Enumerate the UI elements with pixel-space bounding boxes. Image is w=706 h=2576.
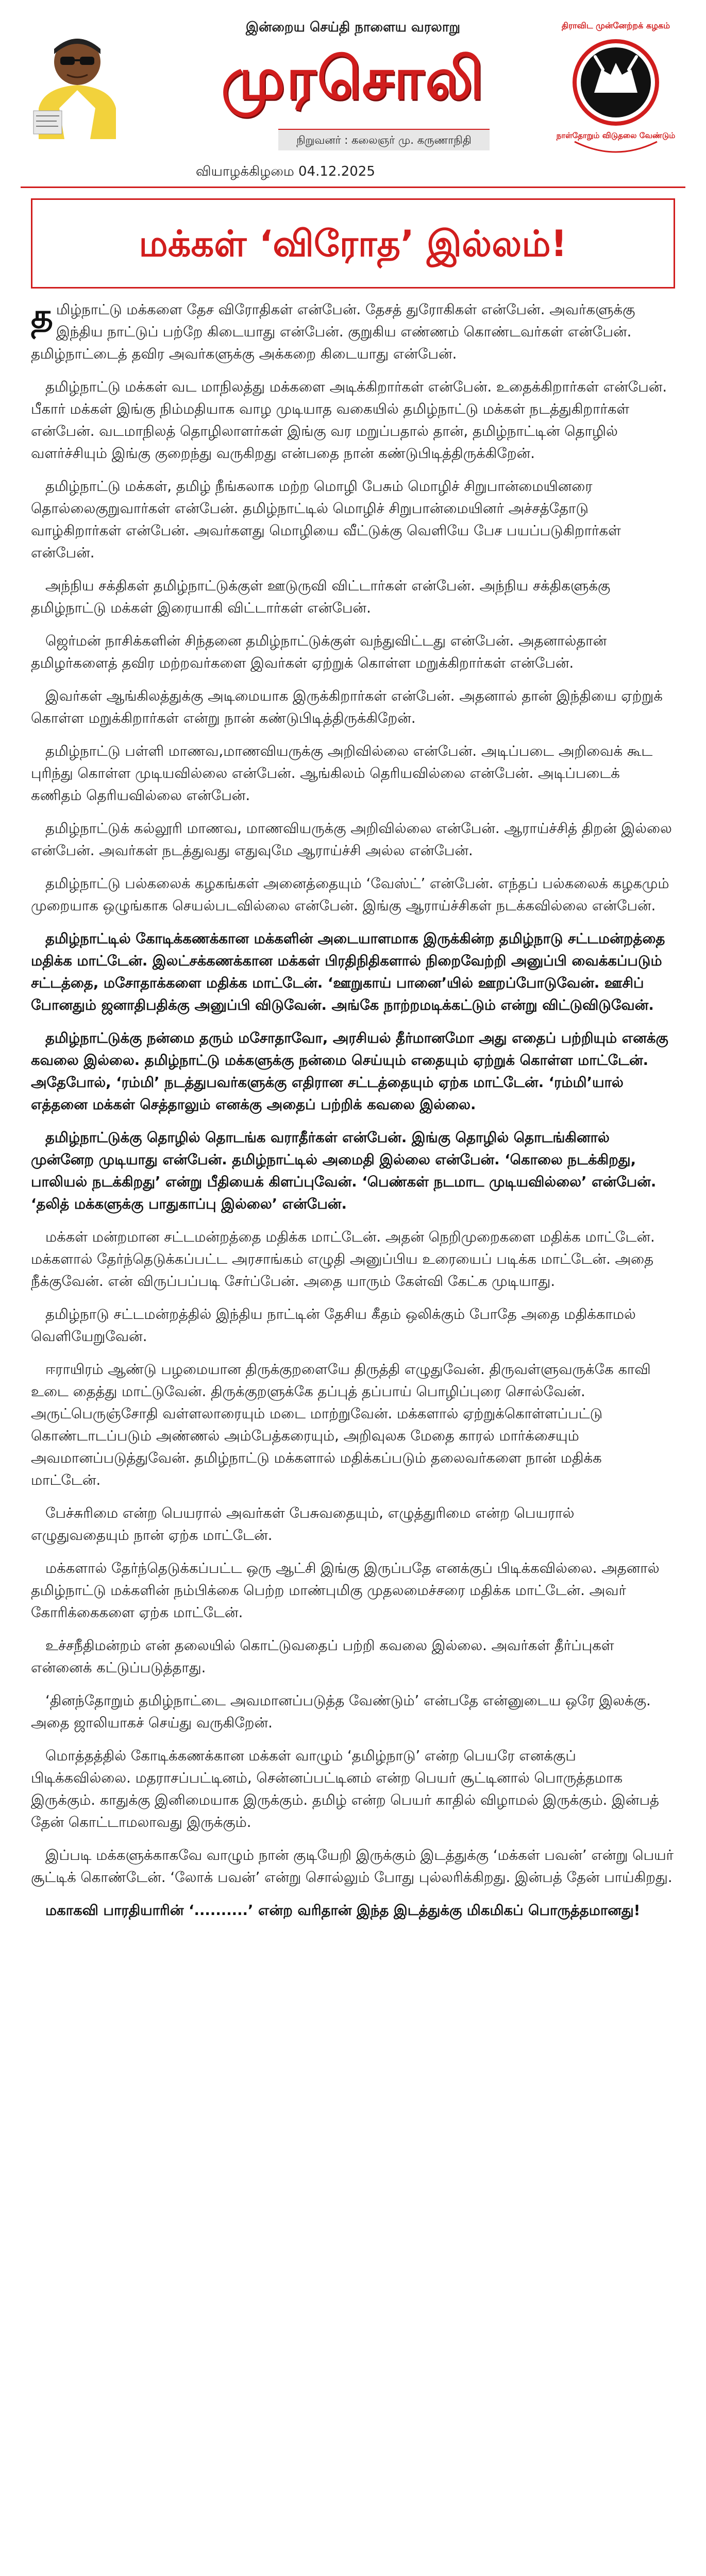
article-paragraph: அந்நிய சக்திகள் தமிழ்நாட்டுக்குள் ஊடுருவி விட்டார்கள் என்பேன். அந்நிய சக்திகளுக்கு தமிழ்நாட்டு மக்கள் இரையாகி விட்டார்கள் என்பேன். — [31, 578, 611, 616]
article-paragraphs — [31, 376, 675, 1922]
article-paragraph: ஈராயிரம் ஆண்டு பழமையான திருக்குறளையே திருத்தி எழுதுவேன். திருவள்ளுவருக்கே காவி உடை தைத்து மாட்டுவேன். திருக்குறளுக்கே தப்புத் தப்பாய் பொழிப்புரை சொல்வேன். அருட்பெருஞ்சோதி வள்ளலாரையும் மடை மாற்றுவேன். மக்களால் ஏற்றுக்கொள்ளப்பட்டு கொண்டாடப்படும் அண்ணல் அம்பேத்கரையும், அறிவுலக மேதை காரல் மார்க்சையும் அவமானப்படுத்துவேன். தமிழ்நாட்டு மக்களால் மதிக்கப்படும் தலைவர்களை நான் மதிக்க மாட்டேன். — [31, 1361, 651, 1488]
article-paragraph: உச்சநீதிமன்றம் என் தலையில் கொட்டுவதைப் பற்றி கவலை இல்லை. அவர்கள் தீர்ப்புகள் என்னைக் கட்டுப்படுத்தாது. — [31, 1637, 614, 1676]
article-paragraph: மக்களால் தேர்ந்தெடுக்கப்பட்ட ஒரு ஆட்சி இங்கு இருப்பதே எனக்குப் பிடிக்கவில்லை. அதனால் தமிழ்நாட்டு மக்களின் நம்பிக்கை பெற்ற மாண்புமிகு முதலமைச்சரை மதிக்க மாட்டேன். அவர் கோரிக்கைகளை ஏற்க மாட்டேன். — [31, 1560, 660, 1621]
dropcap: த — [31, 296, 53, 336]
article-paragraph: இவர்கள் ஆங்கிலத்துக்கு அடிமையாக இருக்கிறார்கள் என்பேன். அதனால் தான் இந்தியை ஏற்றுக் கொள்ள மறுக்கிறார்கள் என்று நான் கண்டுபிடித்திருக்கிறேன். — [31, 688, 663, 726]
article-paragraph: ஜெர்மன் நாசிக்களின் சிந்தனை தமிழ்நாட்டுக்குள் வந்துவிட்டது என்பேன். அதனால்தான் தமிழர்களைத் தவிர மற்றவர்களை இவர்கள் ஏற்றுக் கொள்ள மறுக்கிறார்கள் என்பேன். — [31, 633, 607, 671]
emblem-text-top: திராவிட முன்னேற்றக் கழகம் — [561, 21, 670, 30]
article-paragraph: மொத்தத்தில் கோடிக்கணக்கான மக்கள் வாழும் ‘தமிழ்நாடு’ என்ற பெயரே எனக்குப் பிடிக்கவில்லை. மதராசப்பட்டினம், சென்னப்பட்டினம் என்ற பெயர் சூட்டினால் பொருத்தமாக இருக்கும். காதுக்கு இனிமையாக இருக்கும். தமிழ் என்ற பெயர் காதில் விழாமல் இருக்கும். இன்பத் தேன் கொட்டாமலாவது இருக்கும். — [31, 1748, 659, 1831]
article-paragraph: மகாகவி பாரதியாரின் ‘..........’ என்ற வரிதான் இந்த இடத்துக்கு மிகமிகப் பொருத்தமானது! — [45, 1902, 641, 1919]
article-paragraph: பேச்சுரிமை என்ற பெயரால் அவர்கள் பேசுவதையும், எழுத்துரிமை என்ற பெயரால் எழுதுவதையும் நான் ஏற்க மாட்டேன். — [31, 1505, 575, 1544]
publication-date: வியாழக்கிழமை 04.12.2025 — [196, 164, 375, 179]
article-paragraph: மக்கள் மன்றமான சட்டமன்றத்தை மதிக்க மாட்டேன். அதன் நெறிமுறைகளை மதிக்க மாட்டேன். மக்களால் தேர்ந்தெடுக்கப்பட்ட அரசாங்கம் எழுதி அனுப்பிய உரையைப் படிக்க மாட்டேன். அதை நீக்குவேன். என் விருப்பப்படி சேர்ப்பேன். அதை யாரும் கேள்வி கேட்க முடியாது. — [31, 1229, 655, 1290]
date-row — [46, 164, 660, 181]
article-paragraph: ‘தினந்தோறும் தமிழ்நாட்டை அவமானப்படுத்த வேண்டும்’ என்பதே என்னுடைய ஒரே இலக்கு. அதை ஜாலியாகச் செய்து வருகிறேன். — [31, 1692, 651, 1731]
headline: மக்கள் ‘விரோத’ இல்லம்! — [139, 223, 567, 265]
article-paragraph: தமிழ்நாட்டுக்கு தொழில் தொடங்க வராதீர்கள் என்பேன். இங்கு தொழில் தொடங்கினால் முன்னேற முடியாது என்பேன். தமிழ்நாட்டில் அமைதி இல்லை என்பேன். ‘கொலை நடக்கிறது, பாலியல் நடக்கிறது’ என்று பீதியைக் கிளப்புவேன். ‘பெண்கள் நடமாட முடியவில்லை’ என்பேன். ‘தலித் மக்களுக்கு பாதுகாப்பு இல்லை’ என்பேன். — [31, 1129, 657, 1212]
first-paragraph-text: மிழ்நாட்டு மக்களை தேச விரோதிகள் என்பேன். தேசத் துரோகிகள் என்பேன். அவர்களுக்கு இந்திய நாட்டுப் பற்றே கிடையாது என்பேன். குறுகிய எண்ணம் கொண்டவர்கள் என்பேன். தமிழ்நாட்டைத் தவிர அவர்களுக்கு அக்கறை கிடையாது என்பேன். — [31, 301, 635, 362]
article-paragraph: தமிழ்நாடு சட்டமன்றத்தில் இந்திய நாட்டின் தேசிய கீதம் ஒலிக்கும் போதே அதை மதிக்காமல் வெளியேறுவேன். — [31, 1306, 636, 1345]
article-paragraph: தமிழ்நாட்டு பள்ளி மாணவ,மாணவியருக்கு அறிவில்லை என்பேன். அடிப்படை அறிவைக் கூட புரிந்து கொள்ள முடியவில்லை என்பேன். ஆங்கிலம் தெரியவில்லை என்பேன். அடிப்படைக் கணிதம் தெரியவில்லை என்பேன். — [31, 743, 653, 804]
newspaper-logo: முரசொலி — [221, 45, 485, 112]
article-paragraph-first — [31, 296, 675, 365]
masthead-divider — [21, 187, 685, 188]
article-paragraph: தமிழ்நாட்டு மக்கள், தமிழ் நீங்கலாக மற்ற மொழி பேசும் மொழிச் சிறுபான்மையினரை தொல்லைகுறுவார்கள் என்பேன். தமிழ்நாட்டில் மொழிச் சிறுபான்மையினர் அச்சத்தோடு வாழ்கிறார்கள் என்பேன். அவர்களது மொழியை வீட்டுக்கு வெளியே பேச பயப்படுகிறார்கள் என்பேன். — [31, 478, 621, 561]
article-paragraph: தமிழ்நாட்டுக்கு நன்மை தரும் மசோதாவோ, அரசியல் தீர்மானமோ அது எதைப் பற்றியும் எனக்கு கவலை இல்லை. தமிழ்நாட்டு மக்களுக்கு நன்மை செய்யும் எதையும் ஏற்றுக் கொள்ள மாட்டேன். அதேபோல், ‘ரம்மி’ நடத்துபவர்களுக்கு எதிரான சட்டத்தையும் ஏற்க மாட்டேன். ‘ரம்மி’யால் எத்தனை மக்கள் செத்தாலும் எனக்கு அதைப் பற்றிக் கவலை இல்லை. — [31, 1030, 668, 1113]
party-emblem — [554, 21, 678, 155]
founder-credit: நிறுவனர் : கலைஞர் மு. கருணாநிதி — [278, 129, 490, 150]
emblem-text-bottom: நாள்தோறும் விடுதலை வேண்டும் — [556, 131, 676, 140]
article-paragraph: தமிழ்நாட்டு மக்கள் வட மாநிலத்து மக்களை அடிக்கிறார்கள் என்பேன். உதைக்கிறார்கள் என்பேன். பீகார் மக்கள் இங்கு நிம்மதியாக வாழ முடியாத வகையில் தமிழ்நாட்டு மக்கள் நடத்துகிறார்கள் என்பேன். வடமாநிலத் தொழிலாளர்கள் இங்கு வர மறுப்பதால் தான், தமிழ்நாட்டின் தொழில் வளர்ச்சியும் இங்கு குறைந்து வருகிறது என்பதை நான் கண்டுபிடித்திருக்கிறேன். — [31, 379, 667, 462]
article-paragraph: தமிழ்நாட்டுக் கல்லூரி மாணவ, மாணவியருக்கு அறிவில்லை என்பேன். ஆராய்ச்சித் திறன் இல்லை என்பேன். அவர்கள் நடத்துவது எதுவுமே ஆராய்ச்சி அல்ல என்பேன். — [31, 820, 672, 859]
article-body — [31, 296, 675, 1933]
article-paragraph: தமிழ்நாட்டு பல்கலைக் கழகங்கள் அனைத்தையும் ‘வேஸ்ட்’ என்பேன். எந்தப் பல்கலைக் கழகமும் முறையாக ஒழுங்காக செயல்படவில்லை என்பேன். இங்கு ஆராய்ச்சிகள் நடக்கவில்லை என்பேன். — [31, 875, 669, 914]
masthead-tagline: இன்றைய செய்தி நாளைய வரலாறு — [245, 20, 461, 35]
article-paragraph: இப்படி மக்களுக்காகவே வாழும் நான் குடியேறி இருக்கும் இடத்துக்கு ‘மக்கள் பவன்’ என்று பெயர் சூட்டிக் கொண்டேன். ‘லோக் பவன்’ என்று சொல்லும் போது புல்லரிக்கிறது. இன்பத் தேன் பாய்கிறது. — [31, 1847, 674, 1886]
article-paragraph: தமிழ்நாட்டில் கோடிக்கணக்கான மக்களின் அடையாளமாக இருக்கின்ற தமிழ்நாடு சட்டமன்றத்தை மதிக்க மாட்டேன். இலட்சக்கணக்கான மக்கள் பிரதிநிதிகளால் நிறைவேற்றி அனுப்பி வைக்கப்படும் சட்டத்தை, மசோதாக்களை மதிக்க மாட்டேன். ‘ஊறுகாய் பானை’யில் ஊறப்போடுவேன். ஊசிப் போனதும் ஜனாதிபதிக்கு அனுப்பி விடுவேன். அங்கே நாற்றமடிக்கட்டும் என்று விட்டுவிடுவேன். — [31, 930, 665, 1013]
masthead — [0, 0, 706, 185]
headline-box — [31, 198, 675, 289]
